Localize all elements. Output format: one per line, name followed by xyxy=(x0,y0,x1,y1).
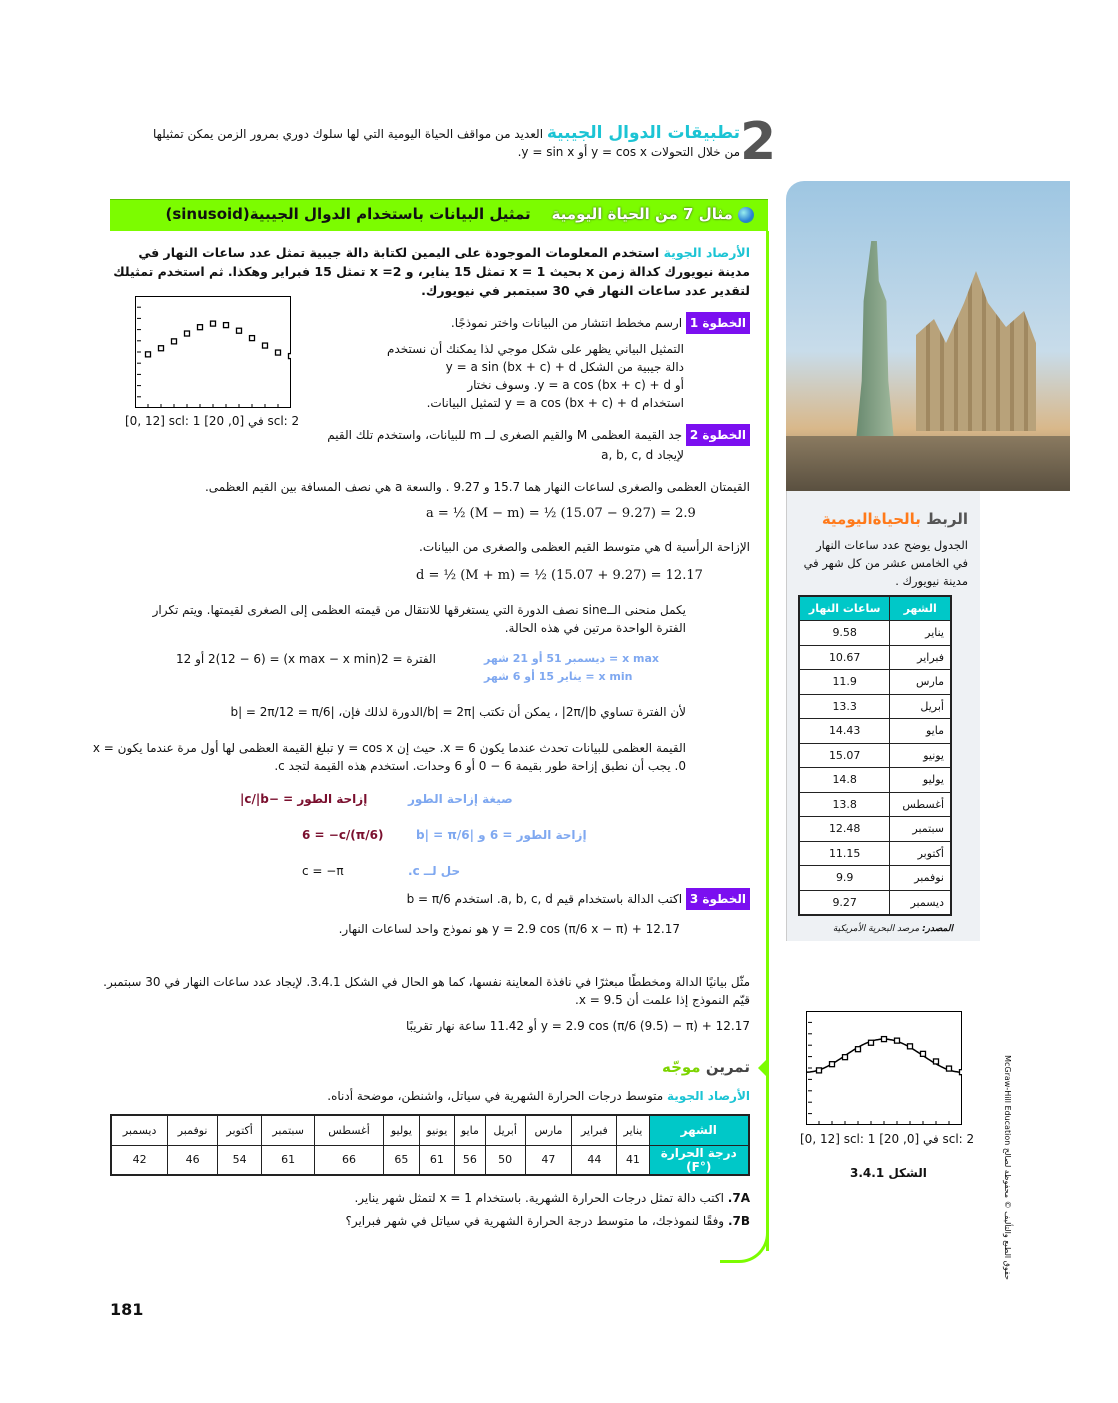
lesson-intro xyxy=(100,124,740,161)
guided-title-a: تمرين xyxy=(705,1058,750,1076)
note-xmax: x max = ديسمبر 51 أو 21 شهر xyxy=(484,652,659,665)
table-row xyxy=(799,621,951,646)
step-2 xyxy=(150,424,750,464)
data-point xyxy=(250,336,255,341)
month-cell: نوفمبر xyxy=(168,1115,218,1145)
hours-cell: 9.27 xyxy=(799,890,890,915)
header-cell: ساعات النهار xyxy=(799,596,890,621)
data-point xyxy=(843,1055,848,1060)
source-text: مرصد البحرية الأمريكية xyxy=(832,924,920,934)
figure-window-label: [0, 12] scl: 1 في [0, 20] scl: 2 xyxy=(800,1132,975,1146)
example-title: تمثيل البيانات باستخدام الدوال الجيبية(sinusoid) xyxy=(165,205,531,223)
question-7a xyxy=(110,1189,750,1207)
note-solve: حل لــ c. xyxy=(408,864,461,878)
table-row xyxy=(799,841,951,866)
header-cell: درجة الحرارة (°F) xyxy=(649,1145,749,1175)
hours-cell: 14.8 xyxy=(799,768,890,793)
month-cell: يوليو xyxy=(384,1115,420,1145)
step-1-line: ارسم مخطط انتشار من البيانات واختر نموذجًا. xyxy=(450,316,683,330)
month-cell: أبريل xyxy=(485,1115,525,1145)
step-1-badge: الخطوة 1 xyxy=(686,312,750,334)
step-1-line: التمثيل البياني يظهر على شكل موجي لذا يمكنك أن نستخدم xyxy=(387,342,684,356)
example-border xyxy=(766,231,769,1251)
estimate-text: مثّل بيانيًا الدالة ومخططًا مبعثرًا في نافذة المعاينة نفسها، كما هو الحال في الشكل 3.4.1. لإيجاد عدد ساعات النهار في 30 سبتمبر. قيّم النموذج إذا علمت أن x = 9.5. xyxy=(103,975,750,1007)
data-point xyxy=(908,1044,913,1049)
hours-cell: 11.15 xyxy=(799,841,890,866)
data-point xyxy=(947,1066,952,1071)
lesson-text-2: من خلال التحولات y = cos x أو y = sin x. xyxy=(517,145,740,159)
step-1-line: استخدام y = a cos (bx + c) + d لتمثيل البيانات. xyxy=(426,396,684,410)
table-row xyxy=(799,694,951,719)
table-row xyxy=(799,792,951,817)
month-cell: مايو xyxy=(890,719,951,744)
month-cell: سبتمبر xyxy=(262,1115,315,1145)
data-point xyxy=(276,350,281,355)
month-cell: أغسطس xyxy=(315,1115,384,1145)
data-point xyxy=(856,1047,861,1052)
month-cell: فبراير xyxy=(890,645,951,670)
step-2-line: جد القيمة العظمى M والقيم الصغرى لــ m للبيانات، واستخدم تلك القيم xyxy=(327,428,683,442)
data-point xyxy=(817,1068,822,1073)
temperature-cell: 61 xyxy=(262,1145,315,1175)
note-substitute: إزاحة الطور = 6 و |b| = π/6 xyxy=(416,828,587,842)
guided-lead: الأرصاد الجوية xyxy=(667,1089,750,1103)
equation-period: الفترة = 2(x max − x min) = 2(12 − 6) أو 12 xyxy=(176,652,436,666)
figure-caption: الشكل 3.4.1 xyxy=(850,1166,927,1180)
step-3 xyxy=(330,888,750,910)
table-row xyxy=(111,1145,749,1175)
step-2-p2: الإزاحة الرأسية d هي متوسط القيم العظمى والصغرى من البيانات. xyxy=(419,540,750,554)
page-number: 181 xyxy=(110,1300,144,1319)
equation-d: d = ½ (M + m) = ½ (15.07 + 9.27) = 12.17 xyxy=(416,568,703,583)
table-row xyxy=(799,817,951,842)
table-row xyxy=(799,596,951,621)
hours-cell: 12.48 xyxy=(799,817,890,842)
data-point xyxy=(882,1037,887,1042)
data-point xyxy=(934,1059,939,1064)
hours-cell: 14.43 xyxy=(799,719,890,744)
month-cell: فبراير xyxy=(572,1115,617,1145)
step-2-line: لإيجاد a, b, c, d xyxy=(601,448,684,462)
data-point xyxy=(289,354,292,359)
problem-lead: الأرصاد الجوية xyxy=(663,245,750,260)
step-2-p3: يكمل منحنى الــsine نصف الدورة التي يستغرقها للانتقال من قيمته العظمى إلى الصغرى لقيمتها. ويتم تكرار الفترة الواحدة مرتين في هذه الحالة. xyxy=(152,603,686,635)
step-1-line: أو y = a cos (bx + c) + d. وسوف نختار xyxy=(467,378,684,392)
temperature-cell: 61 xyxy=(419,1145,454,1175)
temperature-cell: 47 xyxy=(525,1145,572,1175)
month-cell: نوفمبر xyxy=(890,866,951,891)
q-text: وفقًا لنموذجك، ما متوسط درجة الحرارة الشهرية في سياتل في شهر فبراير؟ xyxy=(345,1214,725,1228)
month-cell: يناير xyxy=(617,1115,649,1145)
scatter-plot-calculator xyxy=(135,296,291,408)
data-point xyxy=(172,339,177,344)
example-header xyxy=(110,199,768,231)
example-label: مثال 7 من الحياة اليومية xyxy=(551,205,733,223)
temperature-cell: 56 xyxy=(455,1145,486,1175)
problem-text: استخدم المعلومات الموجودة على اليمين لكتابة دالة جيبية تمثل عدد ساعات النهار في مدينة نيويورك كدالة زمن x بحيث x = 1 تمثل 15 يناير، و x =2 تمثل 15 فبراير وهكذا. ثم استخدم تمثيلك لتقدير عدد ساعات النهار في 30 سبتمبر في نيويورك. xyxy=(113,245,750,298)
source xyxy=(833,924,953,934)
data-point xyxy=(830,1062,835,1067)
table-row xyxy=(111,1115,749,1145)
guided-intro xyxy=(110,1087,750,1105)
data-point xyxy=(211,321,216,326)
temperature-cell: 41 xyxy=(617,1145,649,1175)
step-3-model: y = 2.9 cos (π/6 x − π) + 12.17 هو نموذج واحد لساعات النهار. xyxy=(338,922,680,936)
equation-substitute: 6 = −c/(π/6) xyxy=(302,828,384,842)
pointer-arrow xyxy=(758,1058,768,1078)
month-cell: ديسمبر xyxy=(111,1115,168,1145)
month-cell: يوليو xyxy=(890,768,951,793)
table-row xyxy=(799,768,951,793)
hours-cell: 15.07 xyxy=(799,743,890,768)
month-cell: سبتمبر xyxy=(890,817,951,842)
month-cell: ديسمبر xyxy=(890,890,951,915)
copyright-wrap xyxy=(1002,1030,1012,1280)
hours-cell: 10.67 xyxy=(799,645,890,670)
equation-c: c = −π xyxy=(302,864,344,878)
month-cell: يونيو xyxy=(890,743,951,768)
problem xyxy=(110,243,750,300)
step-2-badge: الخطوة 2 xyxy=(686,424,750,446)
daylight-table xyxy=(798,595,952,916)
step-2-p1: القيمتان العظمى والصغرى لساعات النهار هما 15.7 و 9.27 . والسعة a هي نصف المسافة بين القيم العظمى. xyxy=(204,480,750,494)
step-3-line: اكتب الدالة باستخدام قيم a, b, c, d. استخدم b = π/6 xyxy=(406,892,683,906)
question-7b xyxy=(110,1212,750,1230)
q-number: 7A. xyxy=(727,1191,750,1205)
hours-cell: 9.58 xyxy=(799,621,890,646)
q-number: 7B. xyxy=(727,1214,750,1228)
note-xmin: x min = يناير 15 أو 6 شهر xyxy=(484,670,633,683)
table-row xyxy=(799,866,951,891)
guided-title-b: موجّه xyxy=(662,1058,701,1076)
globe-icon xyxy=(738,207,754,223)
month-cell: يناير xyxy=(890,621,951,646)
month-cell: مارس xyxy=(890,670,951,695)
copyright: حقوق الطبع والتأليف © محفوظة لصالح McGraw-Hill Education xyxy=(1003,1055,1012,1280)
data-point xyxy=(146,352,151,357)
month-cell: أكتوبر xyxy=(890,841,951,866)
figure-graph xyxy=(806,1011,962,1125)
note-phase-formula: صيغة إزاحة الطور xyxy=(408,792,513,806)
plot-window-label: [0, 12] scl: 1 في [0, 20] scl: 2 xyxy=(125,414,300,428)
temperature-table xyxy=(110,1114,750,1176)
guided-practice-title xyxy=(662,1058,750,1076)
sidebar-title-b: بالحياةاليومية xyxy=(821,510,921,528)
estimate-equation: y = 2.9 cos (π/6 (9.5) − π) + 12.17 أو 11.42 ساعة نهار تقريبًا xyxy=(405,1019,750,1033)
month-cell: مارس xyxy=(525,1115,572,1145)
table-row xyxy=(799,670,951,695)
data-point xyxy=(185,331,190,336)
month-cell: يونيو xyxy=(419,1115,454,1145)
temperature-cell: 42 xyxy=(111,1145,168,1175)
month-cell: مايو xyxy=(455,1115,486,1145)
header-cell: الشهر xyxy=(649,1115,749,1145)
equation-a: a = ½ (M − m) = ½ (15.07 − 9.27) = 2.9 xyxy=(426,506,696,521)
month-cell: أغسطس xyxy=(890,792,951,817)
data-point xyxy=(224,323,229,328)
step-3-badge: الخطوة 3 xyxy=(686,888,750,910)
lesson-title: تطبيقات الدوال الجيبية xyxy=(546,123,740,143)
header-cell: الشهر xyxy=(890,596,951,621)
step-2-p5: القيمة العظمى للبيانات تحدث عندما يكون x = 6. حيث إن y = cos x تبلغ القيمة العظمى لها أول مرة عندما يكون x = 0. يجب أن نطبق إزاحة طور بقيمة 6 − 0 أو 6 وحدات. استخدم هذه القيمة لتجد c. xyxy=(92,741,686,773)
temperature-cell: 46 xyxy=(168,1145,218,1175)
temperature-cell: 65 xyxy=(384,1145,420,1175)
data-point xyxy=(895,1038,900,1043)
temperature-cell: 44 xyxy=(572,1145,617,1175)
q-text: اكتب دالة تمثل درجات الحرارة الشهرية. باستخدام x = 1 لتمثل شهر يناير. xyxy=(354,1191,724,1205)
equation-phase: إزاحة الطور = −c/|b| xyxy=(240,792,368,806)
data-point xyxy=(159,346,164,351)
temperature-cell: 50 xyxy=(485,1145,525,1175)
step-1-line: دالة جيبية من الشكل y = a sin (bx + c) + d xyxy=(445,360,684,374)
month-cell: أكتوبر xyxy=(217,1115,261,1145)
data-point xyxy=(921,1051,926,1056)
table-row xyxy=(799,645,951,670)
table-row xyxy=(799,743,951,768)
temperature-cell: 54 xyxy=(217,1145,261,1175)
data-point xyxy=(960,1070,963,1075)
hours-cell: 11.9 xyxy=(799,670,890,695)
sidebar-title xyxy=(822,510,968,528)
data-point xyxy=(263,343,268,348)
source-label: المصدر: xyxy=(922,924,953,934)
table-row xyxy=(799,890,951,915)
table-row xyxy=(799,719,951,744)
guided-text: متوسط درجات الحرارة الشهرية في سياتل، واشنطن، موضحة أدناه. xyxy=(327,1089,664,1103)
sidebar-title-a: الربط xyxy=(926,510,968,528)
temperature-cell: 66 xyxy=(315,1145,384,1175)
statue-of-liberty-photo xyxy=(786,181,1070,491)
data-point xyxy=(237,328,242,333)
step-2-p4: لأن الفترة تساوي 2π/|b| ، يمكن أن تكتب |b| = 2π/الدورة لذلك فإن، |b| = 2π/12 = π/6 xyxy=(230,705,686,719)
hours-cell: 9.9 xyxy=(799,866,890,891)
hours-cell: 13.8 xyxy=(799,792,890,817)
data-point xyxy=(869,1040,874,1045)
month-cell: أبريل xyxy=(890,694,951,719)
sidebar-text: الجدول يوضح عدد ساعات النهار في الخامس عشر من كل شهر في مدينة نيويورك . xyxy=(803,538,968,588)
step-1 xyxy=(350,312,750,412)
hours-cell: 13.3 xyxy=(799,694,890,719)
lesson-number: 2 xyxy=(740,112,777,172)
example-border-corner xyxy=(720,1230,769,1263)
lesson-text-1: العديد من مواقف الحياة اليومية التي لها سلوك دوري بمرور الزمن يمكن تمثيلها xyxy=(152,127,544,141)
data-point xyxy=(198,325,203,330)
